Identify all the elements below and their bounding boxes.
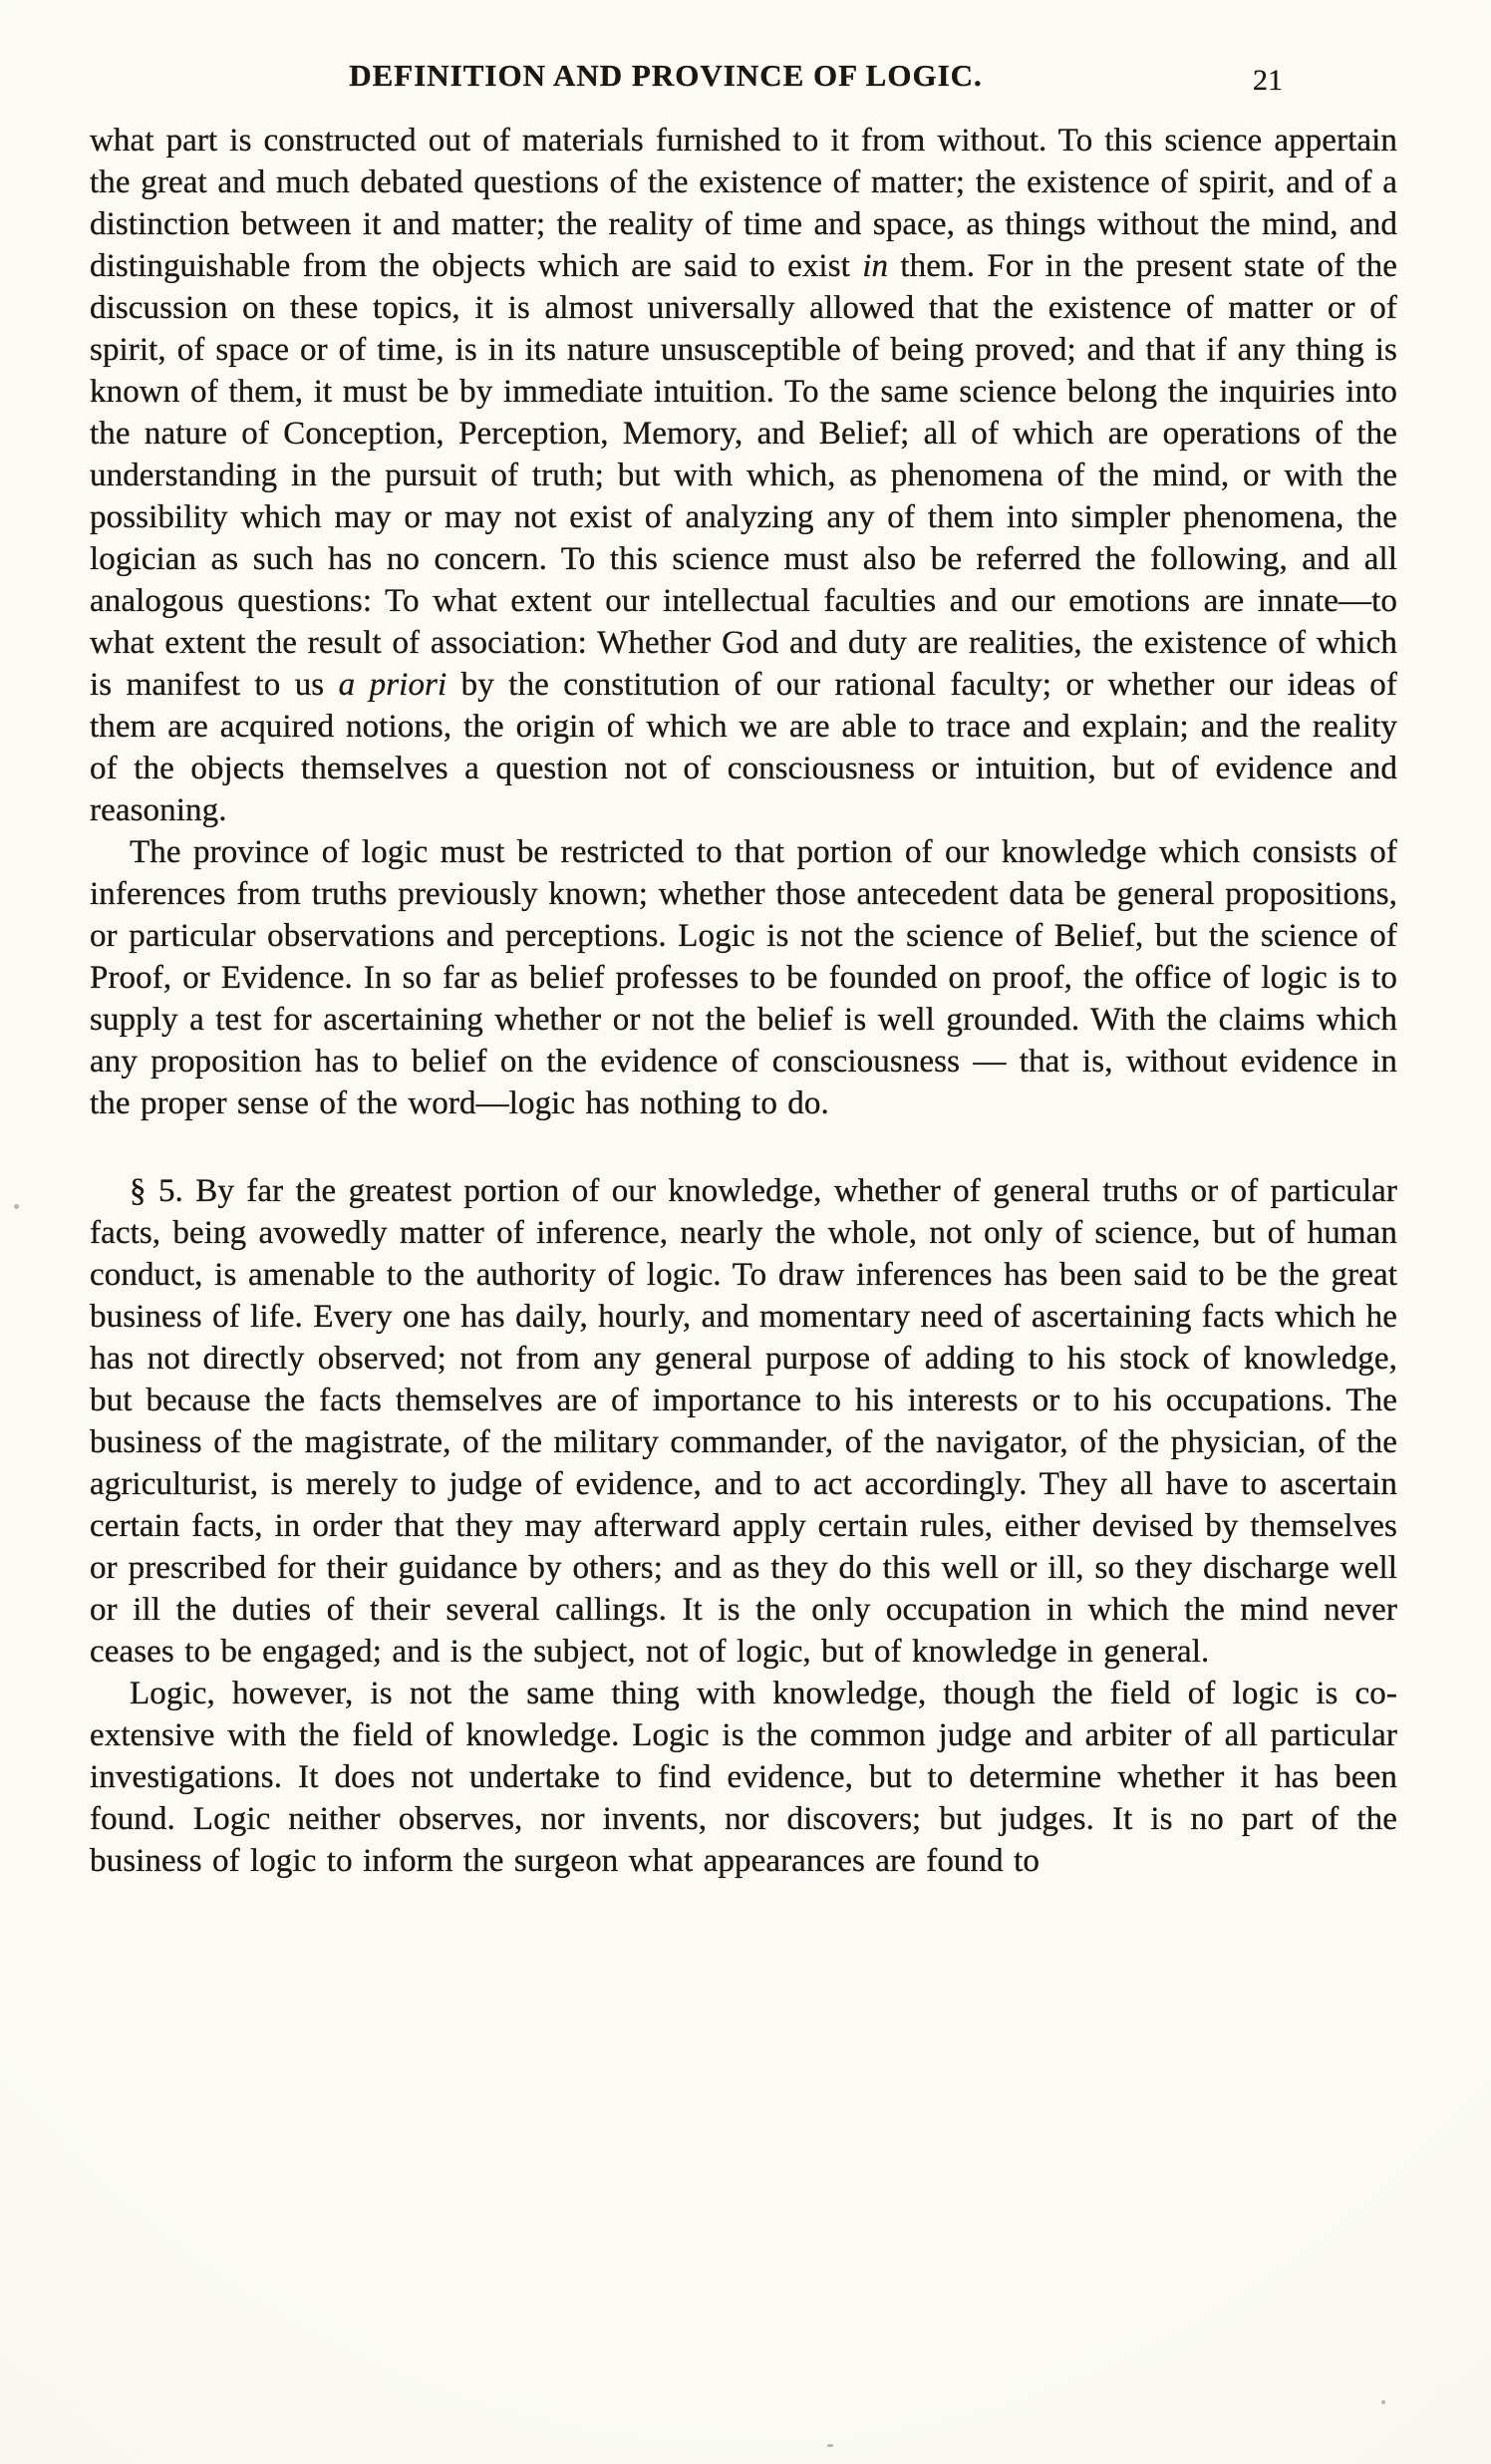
text-run: by the constitution of our rational faculty; or whether our ideas of them are acquired notions, the origin of which we are able to trace and explain; and the reality of the objects themselves a question not of consciousness or intuition, but of evidence and reasoning.	[90, 667, 1397, 828]
text-run: in	[862, 248, 889, 284]
page-body	[90, 120, 1397, 1882]
text-run: a priori	[338, 667, 447, 703]
text-run: § 5. By far the greatest portion of our knowledge, whether of general truths or of particular facts, being avowedly matter of inference, nearly the whole, not only of science, but of human conduct, is amenable to the authority of logic. To draw inferences has been said to be the great business of life. Every one has daily, hourly, and momentary need of ascertaining facts which he has not directly observed; not from any general purpose of adding to his stock of knowledge, but because the facts themselves are of importance to his interests or to his occupations. The business of the magistrate, of the military commander, of the navigator, of the physician, of the agriculturist, is merely to judge of evidence, and to act accordingly. They all have to ascertain certain facts, in order that they may afterward apply certain rules, either devised by themselves or prescribed for their guidance by others; and as they do this well or ill, so they discharge well or ill the duties of their several callings. It is the only occupation in which the mind never ceases to be engaged; and is the subject, not of logic, but of knowledge in general.	[90, 1173, 1397, 1670]
page-header	[90, 58, 1397, 104]
text-run: what part is constructed out of materials furnished to it from without. To this science appertain the great and much debated questions of the existence of matter; the existence of spirit, and of a distinction between it and matter; the reality of time and space, as things without the mind, and distinguishable from the objects which are said to exist	[90, 123, 1397, 284]
paragraph	[90, 1673, 1397, 1882]
text-run: Logic, however, is not the same thing with knowledge, though the field of logic is co-extensive with the field of knowledge. Logic is the common judge and arbiter of all particular investigations. It does not undertake to find evidence, but to determine whether it has been found. Logic neither observes, nor invents, nor discovers; but judges. It is no part of the business of logic to inform the surgeon what appearances are found to	[90, 1676, 1397, 1879]
scan-speck	[1381, 2400, 1385, 2404]
page-number: 21	[1253, 64, 1283, 97]
text-run: The province of logic must be restricted to that portion of our knowledge which consists of inferences from truths previously known; whether those antecedent data be general propositions, or particular observations and perceptions. Logic is not the science of Belief, but the science of Proof, or Evidence. In so far as belief professes to be founded on proof, the office of logic is to supply a test for ascertaining whether or not the belief is well grounded. With the claims which any proposition has to belief on the evidence of consciousness — that is, without evidence in the proper sense of the word—logic has nothing to do.	[90, 834, 1397, 1121]
paragraph	[90, 120, 1397, 831]
text-run: them. For in the present state of the discussion on these topics, it is almost universally allowed that the existence of matter or of spirit, of space or of time, is in its nature unsusceptible of being proved; and that if any thing is known of them, it must be by immediate intuition. To the same science belong the inquiries into the nature of Conception, Perception, Memory, and Belief; all of which are operations of the understanding in the pursuit of truth; but with which, as phenomena of the mind, or with the possibility which may or may not exist of analyzing any of them into simpler phenomena, the logician as such has no concern. To this science must also be referred the following, and all analogous questions: To what extent our intellectual faculties and our emotions are innate—to what extent the result of association: Whether God and duty are realities, the existence of which is manifest to us	[90, 248, 1397, 703]
paragraph	[90, 1170, 1397, 1673]
scan-speck	[14, 1204, 19, 1209]
running-title: DEFINITION AND PROVINCE OF LOGIC.	[349, 58, 983, 93]
paragraph	[90, 831, 1397, 1124]
scan-speck	[827, 2444, 833, 2447]
